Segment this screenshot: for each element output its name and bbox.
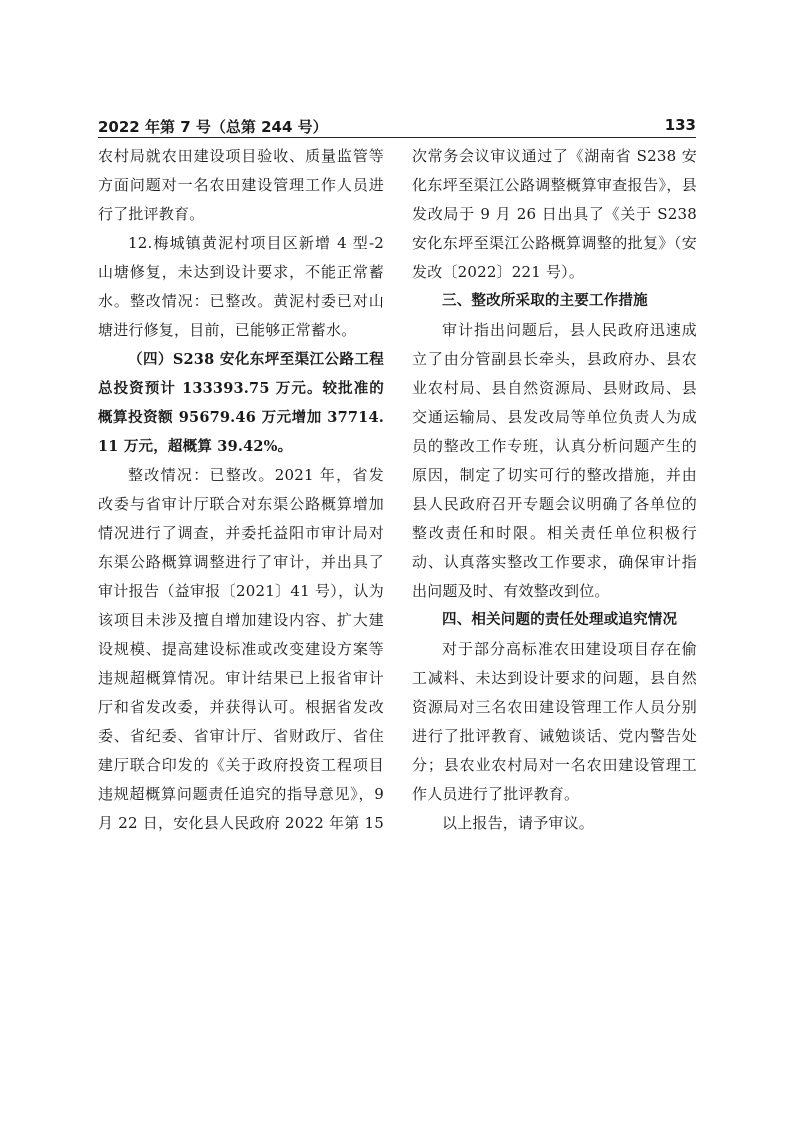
paragraph: 12.梅城镇黄泥村项目区新增 4 型-2 山塘修复，未达到设计要求，不能正常蓄水。整改情况：已整改。黄泥村委已对山塘进行修复，目前，已能够正常蓄水。 <box>98 234 384 339</box>
issue-label: 2022 年第 7 号（总第 244 号） <box>98 118 328 136</box>
section-heading: 三、整改所采取的主要工作措施 <box>442 293 648 309</box>
page-header <box>98 115 696 138</box>
section-heading: 四、相关问题的责任处理或追究情况 <box>442 612 678 628</box>
paragraph: 对于部分高标准农田建设项目存在偷工减料、未达到设计要求的问题，县自然资源局对三名农田建设管理工作人员分别进行了批评教育、诫勉谈话、党内警告处分；县农业农村局对一名农田建设管理工作人员进行了批评教育。 <box>412 640 697 803</box>
paragraph: 次常务会议审议通过了《湖南省 S238 安化东坪至渠江公路调整概算审查报告》，县发改局于 9 月 26 日出具了《关于 S238 安化东坪至渠江公路概算调整的批复》（安发改〔2022〕221 号）。 <box>412 147 697 281</box>
left-column <box>98 142 384 838</box>
paragraph: 审计指出问题后，县人民政府迅速成立了由分管副县长牵头，县政府办、县农业农村局、县自然资源局、县财政局、县交通运输局、县发改局等单位负责人为成员的整改工作专班，认真分析问题产生的原因，制定了切实可行的整改措施，并由县人民政府召开专题会议明确了各单位的整改责任和时限。相关责任单位积极行动、认真落实整改工作要求，确保审计指出问题及时、有效整改到位。 <box>412 321 697 600</box>
paragraph: 农村局就农田建设项目验收、质量监管等方面问题对一名农田建设管理工作人员进行了批评教育。 <box>98 147 384 223</box>
page-number: 133 <box>664 116 696 134</box>
section-paragraph: （四）S238 安化东坪至渠江公路工程总投资预计 133393.75 万元。较批准的概算投资额 95679.46 万元增加 37714.11 万元，超概算 39.42%。 <box>98 351 384 455</box>
paragraph: 整改情况：已整改。2021 年，省发改委与省审计厅联合对东渠公路概算增加情况进行了调查，并委托益阳市审计局对东渠公路概算调整进行了审计，并出具了审计报告（益审报〔2021〕41 号），认为该项目未涉及擅自增加建设内容、扩大建设规模、提高建设标准或改变建设方案等违规超概算情况。审计结果已上报省审计厅和省发改委，并获得认可。根据省发改委、省纪委、省审计厅、省财政厅、省住建厅联合印发的《关于政府投资工程项目违规超概算问题责任追究的指导意见》，9 月 22 日，安化县人民政府 2022 年第 15 <box>98 466 384 832</box>
right-column <box>412 142 697 838</box>
closing-line: 以上报告，请予审议。 <box>442 814 595 832</box>
